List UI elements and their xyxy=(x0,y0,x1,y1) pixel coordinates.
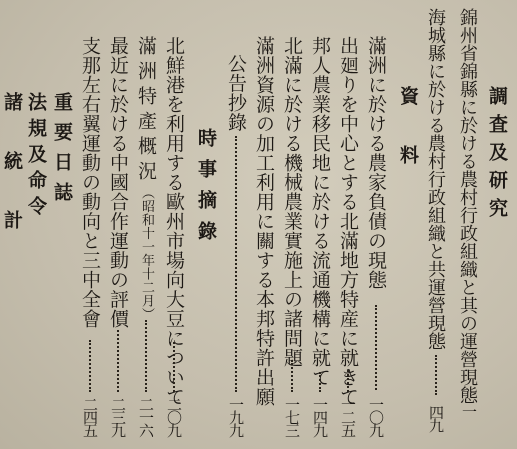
toc-entry-digest-2 xyxy=(136,36,155,321)
leader-dots xyxy=(435,355,437,395)
page-number-research-1: 一 xyxy=(460,404,478,417)
section-heading-digest: 時事摘錄 xyxy=(195,128,217,252)
leader-dots xyxy=(375,305,377,390)
page-number-digest-1: 二〇九 xyxy=(165,397,183,436)
toc-entry-digest-4: 支那左右翼運動の動向と三中全會 xyxy=(79,36,101,329)
toc-entry-statistics: 諸統計 xyxy=(1,92,23,269)
page-number-materials-3: 一四九 xyxy=(311,397,329,436)
toc-entry-digest-3: 最近に於ける中國合作運動の評價 xyxy=(107,36,129,329)
page-number-digest-2: 二一六 xyxy=(137,397,155,436)
page-number-materials-4: 一七三 xyxy=(283,397,301,436)
leader-dots xyxy=(235,136,237,392)
leader-dots xyxy=(291,360,293,392)
toc-entry-research-1: 錦州省錦縣に於ける農村行政組織と其の運營現態 xyxy=(457,8,478,404)
leader-dots xyxy=(89,340,91,392)
leader-dots xyxy=(319,372,321,392)
leader-dots xyxy=(173,342,175,392)
page-number-digest-4: 二四五 xyxy=(81,397,99,436)
toc-entry-materials-6: 公告抄錄 xyxy=(225,54,247,132)
toc-entry-research-2: 海城縣に於ける農村行政組織と共運營現態 xyxy=(425,8,446,350)
toc-entry-laws-and-orders: 法規及命令 xyxy=(25,92,47,222)
page-number-materials-2: 一二五 xyxy=(339,397,357,436)
leader-dots xyxy=(145,320,147,392)
page-number-materials-1: 一〇九 xyxy=(367,397,385,436)
leader-dots xyxy=(117,330,119,392)
toc-entry-important-diary: 重要日誌 xyxy=(51,92,73,212)
page-number-research-2: 四九 xyxy=(427,405,445,431)
leader-dots xyxy=(347,370,349,392)
toc-entry-materials-1: 滿洲に於ける農家負債の現態 xyxy=(365,36,387,290)
page-number-digest-3: 二三九 xyxy=(109,397,127,436)
toc-entry-digest-2-title: 滿洲特產概況 xyxy=(135,36,157,186)
toc-entry-materials-4: 北滿に於ける機械農業實施上の諸問題 xyxy=(281,36,303,368)
toc-entry-materials-2: 出廻りを中心とする北滿地方特産に就きて xyxy=(337,36,359,407)
toc-entry-digest-2-note: （昭和十一年十二月） xyxy=(139,186,154,321)
toc-entry-digest-1: 北鮮港を利用する歐州市場向大豆について xyxy=(163,36,185,407)
page-number-materials-6: 一九九 xyxy=(227,397,245,436)
toc-entry-materials-5: 滿洲資源の加工利用に關する本邦特許出願 xyxy=(253,36,275,407)
section-heading-research: 調査及研究 xyxy=(486,86,508,226)
toc-entry-materials-3: 邦人農業移民地に於ける流通機構に就て xyxy=(309,36,331,387)
section-heading-materials: 資料 xyxy=(397,86,419,204)
